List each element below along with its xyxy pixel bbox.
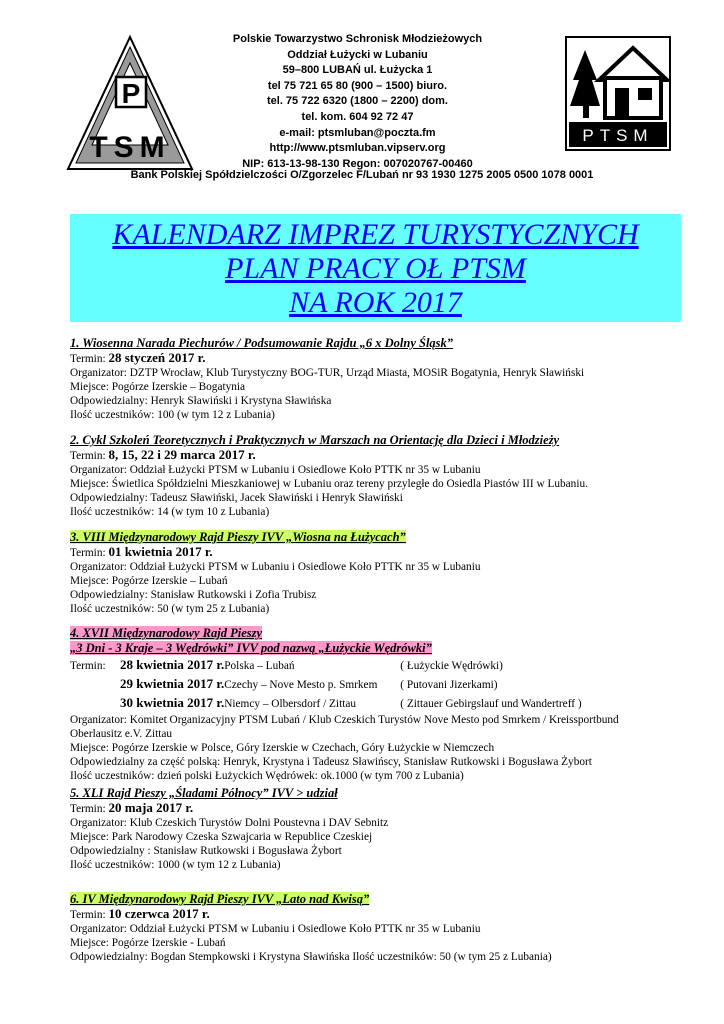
term-label: Termin:	[70, 450, 109, 462]
term-label: Termin:	[70, 803, 109, 815]
event-responsible: Odpowiedzialny za część polską: Henryk, Krystyna i Tadeusz Sławińscy, Stanisław Rutkowski i Bogusława Żybort	[70, 756, 592, 768]
event-participants: Ilość uczestników: 1000 (w tym 12 z Lubania)	[70, 859, 281, 871]
event-participants: Ilość uczestników: 50 (w tym 25 z Lubania)	[70, 603, 270, 615]
term-date: 28 kwietnia 2017 r.	[120, 657, 225, 672]
bank-account: Bank Polskiej Spółdzielczości O/Zgorzelec F/Lubań nr 93 1930 1275 2005 0500 1078 0001	[130, 169, 594, 181]
term-place: Polska – Lubań	[224, 660, 295, 672]
event-organizer: Organizator: Klub Czeskich Turystów Dolni Poustevna i DAV Sebnitz	[70, 817, 389, 829]
term-date: 01 kwietnia 2017 r.	[108, 544, 213, 559]
event-place: Miejsce: Świetlica Spółdzielni Mieszkaniowej w Lubaniu oraz tereny przyległe do Osiedla Piastów III w Lubaniu.	[70, 478, 588, 490]
ptsm-house-logo	[565, 36, 671, 151]
term-date: 10 czerwca 2017 r.	[108, 906, 210, 921]
logo-letter-p: P	[121, 78, 141, 109]
org-mobile: tel. kom. 604 92 72 47	[301, 110, 414, 123]
event-participants: Ilość uczestników: 100 (w tym 12 z Lubania)	[70, 409, 275, 421]
event-responsible: Odpowiedzialny : Stanisław Rutkowski i Bogusława Żybort	[70, 845, 342, 857]
event-place: Miejsce: Park Narodowy Czeska Szwajcaria w Republice Czeskiej	[70, 831, 373, 843]
event-responsible: Odpowiedzialny: Henryk Sławiński i Krystyna Sławińska	[70, 395, 332, 407]
term-event-name: ( Putovani Jizerkami)	[400, 679, 498, 691]
event-responsible-participants: Odpowiedzialny: Bogdan Stempkowski i Krystyna Sławińska Ilość uczestników: 50 (w tym 25 z Lubania)	[70, 951, 552, 963]
event-participants: Ilość uczestników: dzień polski Łużyckich Wędrówek: ok.1000 (w tym 700 z Lubania)	[70, 770, 464, 782]
banner-title-line3: NA ROK 2017	[289, 286, 462, 319]
term-date: 20 maja 2017 r.	[108, 800, 194, 815]
ptsm-triangle-logo	[64, 33, 196, 173]
event-subtitle: „3 Dni - 3 Kraje – 3 Wędrówki” IVV pod nazwą „Łużyckie Wędrówki”	[70, 641, 432, 655]
event-title: 3. VIII Międzynarodowy Rajd Pieszy IVV „Wiosna na Łużycach”	[70, 530, 406, 544]
term-label: Termin:	[70, 353, 109, 365]
event-organizer-cont: Oberlausitz e.V. Zittau	[70, 728, 173, 740]
term-date: 28 styczeń 2017 r.	[108, 350, 206, 365]
term-place: Niemcy – Olbersdorf / Zittau	[224, 698, 357, 710]
title-banner	[70, 214, 681, 322]
event-entry-6	[70, 892, 710, 964]
event-title: 2. Cykl Szkoleń Teoretycznych i Praktycznych w Marszach na Orientację dla Dzieci i Młodzieży	[70, 433, 560, 447]
event-entry-4	[70, 626, 710, 783]
term-label: Termin:	[70, 909, 109, 921]
org-name: Polskie Towarzystwo Schronisk Młodzieżowych	[232, 33, 483, 45]
logo-ptsm-text: PTSM	[582, 126, 654, 145]
term-label: Termin:	[70, 660, 106, 672]
event-title: 6. IV Międzynarodowy Rajd Pieszy IVV „Lato nad Kwisą”	[70, 892, 370, 906]
banner-title-line1: KALENDARZ IMPREZ TURYSTYCZNYCH	[112, 218, 639, 251]
event-participants: Ilość uczestników: 14 (w tym 10 z Lubania)	[70, 506, 270, 518]
term-date: 8, 15, 22 i 29 marca 2017 r.	[108, 447, 256, 462]
org-phone-home: tel. 75 722 6320 (1800 – 2200) dom.	[266, 95, 448, 108]
event-title: 4. XVII Międzynarodowy Rajd Pieszy	[70, 626, 263, 640]
event-title: 1. Wiosenna Narada Piechurów / Podsumowanie Rajdu „6 x Dolny Śląsk”	[70, 336, 454, 350]
term-date: 30 kwietnia 2017 r.	[120, 695, 225, 710]
event-entry-5	[70, 786, 710, 872]
term-label: Termin:	[70, 547, 109, 559]
event-entry-1	[70, 336, 710, 422]
event-responsible: Odpowiedzialny: Stanisław Rutkowski i Zofia Trubisz	[70, 589, 317, 601]
org-branch: Oddział Łużycki w Lubaniu	[287, 48, 428, 61]
event-organizer: Organizator: Oddział Łużycki PTSM w Lubaniu i Osiedlowe Koło PTTK nr 35 w Lubaniu	[70, 561, 481, 573]
logo-letters-tsm: TSM	[89, 131, 171, 164]
event-place: Miejsce: Pogórze Izerskie w Polsce, Góry Izerskie w Czechach, Góry Łużyckie w Niemczech	[70, 742, 495, 754]
event-place: Miejsce: Pogórze Izerskie – Lubań	[70, 575, 228, 587]
event-entry-3	[70, 530, 710, 616]
term-event-name: ( Łużyckie Wędrówki)	[400, 660, 503, 672]
event-organizer: Organizator: Komitet Organizacyjny PTSM Lubań / Klub Czeskich Turystów Nove Mesto pod Smrkem / Kreissportbund	[70, 714, 619, 726]
event-responsible: Odpowiedzialny: Tadeusz Sławiński, Jacek Sławiński i Henryk Sławiński	[70, 492, 403, 504]
org-email: e-mail: ptsmluban@poczta.fm	[279, 126, 436, 139]
event-entry-2	[70, 433, 710, 519]
org-address: 59–800 LUBAŃ ul. Łużycka 1	[282, 64, 433, 77]
term-place: Czechy – Nove Mesto p. Smrkem	[224, 679, 378, 691]
event-organizer: Organizator: Oddział Łużycki PTSM w Lubaniu i Osiedlowe Koło PTTK nr 35 w Lubaniu	[70, 464, 481, 476]
term-event-name: ( Zittauer Gebirgslauf und Wandertreff )	[400, 698, 582, 710]
event-organizer: Organizator: DZTP Wrocław, Klub Turystyczny BOG-TUR, Urząd Miasta, MOSiR Bogatynia, Henryk Sławiński	[70, 367, 585, 379]
event-title: 5. XLI Rajd Pieszy „Śladami Północy” IVV > udział	[70, 786, 338, 800]
event-organizer: Organizator: Oddział Łużycki PTSM w Lubaniu i Osiedlowe Koło PTTK nr 35 w Lubaniu	[70, 923, 481, 935]
banner-title-line2: PLAN PRACY OŁ PTSM	[225, 252, 526, 285]
org-website: http://www.ptsmluban.vipserv.org	[269, 142, 446, 155]
organization-header	[200, 32, 515, 172]
org-phone-office: tel 75 721 65 80 (900 – 1500) biuro.	[267, 79, 448, 92]
event-place: Miejsce: Pogórze Izerskie - Lubań	[70, 937, 226, 949]
event-place: Miejsce: Pogórze Izerskie – Bogatynia	[70, 381, 246, 393]
term-date: 29 kwietnia 2017 r.	[120, 676, 225, 691]
org-nip-regon: NIP: 613-13-98-130 Regon: 007020767-00460	[242, 157, 473, 170]
